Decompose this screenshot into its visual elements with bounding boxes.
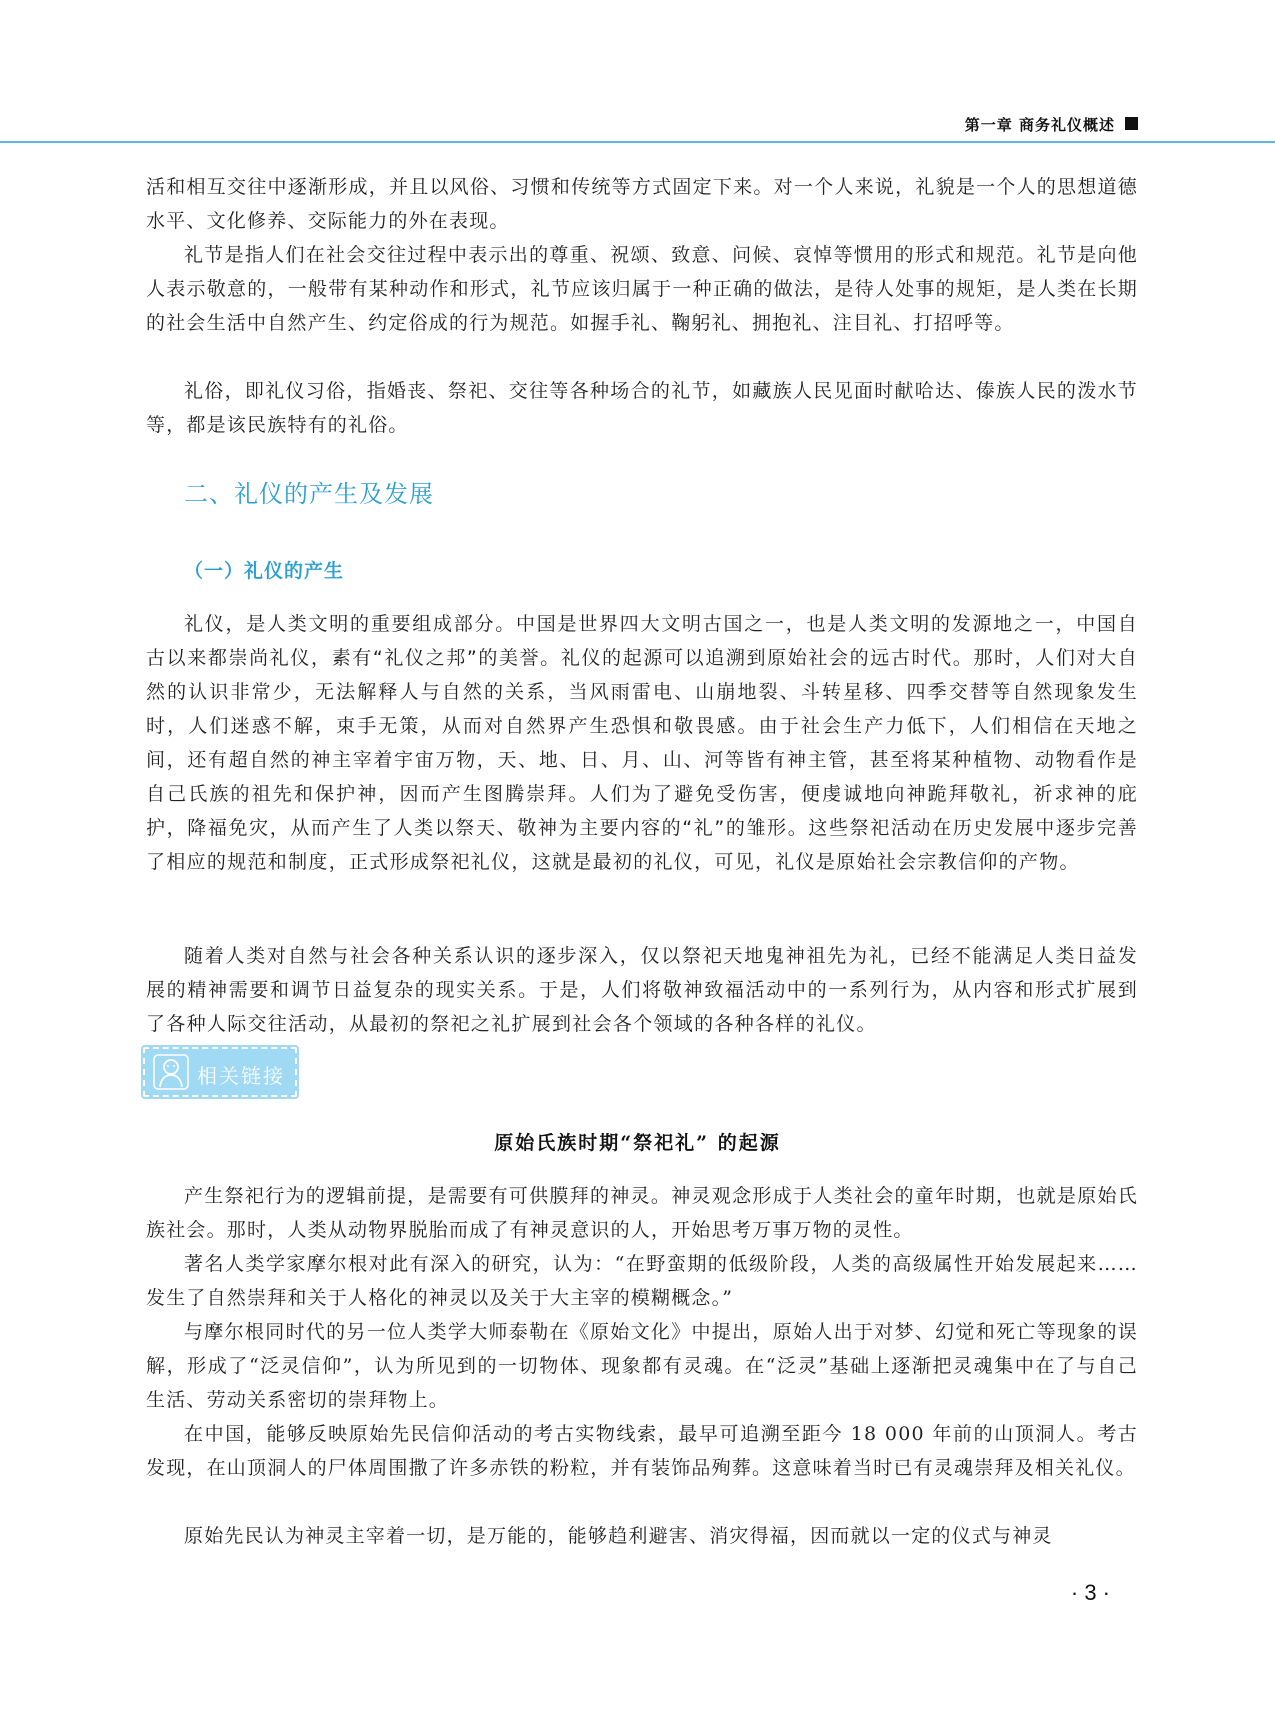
header-rule [0,141,1275,143]
box-paragraph-5: 原始先民认为神灵主宰着一切，是万能的，能够趋利避害、消灾得福，因而就以一定的仪式与神灵 [184,1525,1053,1547]
related-link-badge [143,1047,297,1097]
box-paragraph-2: 著名人类学家摩尔根对此有深入的研究，认为：“在野蛮期的低级阶段，人类的高级属性开始发展起来……发生了自然崇拜和关于人格化的神灵以及关于大主宰的模糊概念。” [146,1253,1138,1309]
related-link-label: 相关链接 [197,1064,285,1088]
box-paragraph-3: 与摩尔根同时代的另一位人类学大师泰勒在《原始文化》中提出，原始人出于对梦、幻觉和死亡等现象的误解，形成了“泛灵信仰”，认为所见到的一切物体、现象都有灵魂。在“泛灵”基础上逐渐把灵魂集中在了与自己生活、劳动关系密切的崇拜物上。 [146,1321,1138,1411]
person-reading-icon [153,1054,189,1090]
paragraph-lisu: 礼俗，即礼仪习俗，指婚丧、祭祀、交往等各种场合的礼节，如藏族人民见面时献哈达、傣族人民的泼水节等，都是该民族特有的礼俗。 [146,380,1138,436]
section-heading-2: 二、礼仪的产生及发展 [184,480,434,508]
box-paragraph-4: 在中国，能够反映原始先民信仰活动的考古实物线索，最早可追溯至距今 18 000 年前的山顶洞人。考古发现，在山顶洞人的尸体周围撒了许多赤铁的粉粒，并有装饰品殉葬。这意味着当时已有灵魂崇拜及相关礼仪。 [146,1423,1138,1479]
box-paragraph-1: 产生祭祀行为的逻辑前提，是需要有可供膜拜的神灵。神灵观念形成于人类社会的童年时期，也就是原始氏族社会。那时，人类从动物界脱胎而成了有神灵意识的人，开始思考万事万物的灵性。 [146,1185,1138,1241]
page-number: · 3 · [1070,1580,1110,1605]
paragraph-development: 随着人类对自然与社会各种关系认识的逐步深入，仅以祭祀天地鬼神祖先为礼，已经不能满足人类日益发展的精神需要和调节日益复杂的现实关系。于是，人们将敬神致福活动中的一系列行为，从内容和形式扩展到了各种人际交往活动，从最初的祭祀之礼扩展到社会各个领域的各种各样的礼仪。 [146,945,1138,1035]
paragraph-lijie: 礼节是指人们在社会交往过程中表示出的尊重、祝颂、致意、问候、哀悼等惯用的形式和规范。礼节是向他人表示敬意的，一般带有某种动作和形式，礼节应该归属于一种正确的做法，是待人处事的规矩，是人类在长期的社会生活中自然产生、约定俗成的行为规范。如握手礼、鞠躬礼、拥抱礼、注目礼、打招呼等。 [146,244,1138,334]
box-title: 原始氏族时期“祭祀礼” 的起源 [494,1132,781,1154]
paragraph-continuation: 活和相互交往中逐渐形成，并且以风俗、习惯和传统等方式固定下来。对一个人来说，礼貌是一个人的思想道德水平、文化修养、交际能力的外在表现。 [146,176,1138,232]
header-square-marker [1125,117,1138,130]
subsection-heading: （一）礼仪的产生 [184,560,345,582]
paragraph-origin: 礼仪，是人类文明的重要组成部分。中国是世界四大文明古国之一，也是人类文明的发源地之一，中国自古以来都崇尚礼仪，素有“礼仪之邦”的美誉。礼仪的起源可以追溯到原始社会的远古时代。那时，人们对大自然的认识非常少，无法解释人与自然的关系，当风雨雷电、山崩地裂、斗转星移、四季交替等自然现象发生时，人们迷惑不解，束手无策，从而对自然界产生恐惧和敬畏感。由于社会生产力低下，人们相信在天地之间，还有超自然的神主宰着宇宙万物，天、地、日、月、山、河等皆有神主管，甚至将某种植物、动物看作是自己氏族的祖先和保护神，因而产生图腾崇拜。人们为了避免受伤害，便虔诚地向神跪拜敬礼，祈求神的庇护，降福免灾，从而产生了人类以祭天、敬神为主要内容的“礼”的雏形。这些祭祀活动在历史发展中逐步完善了相应的规范和制度，正式形成祭祀礼仪，这就是最初的礼仪，可见，礼仪是原始社会宗教信仰的产物。 [146,613,1138,873]
running-header: 第一章 商务礼仪概述 [964,116,1115,134]
